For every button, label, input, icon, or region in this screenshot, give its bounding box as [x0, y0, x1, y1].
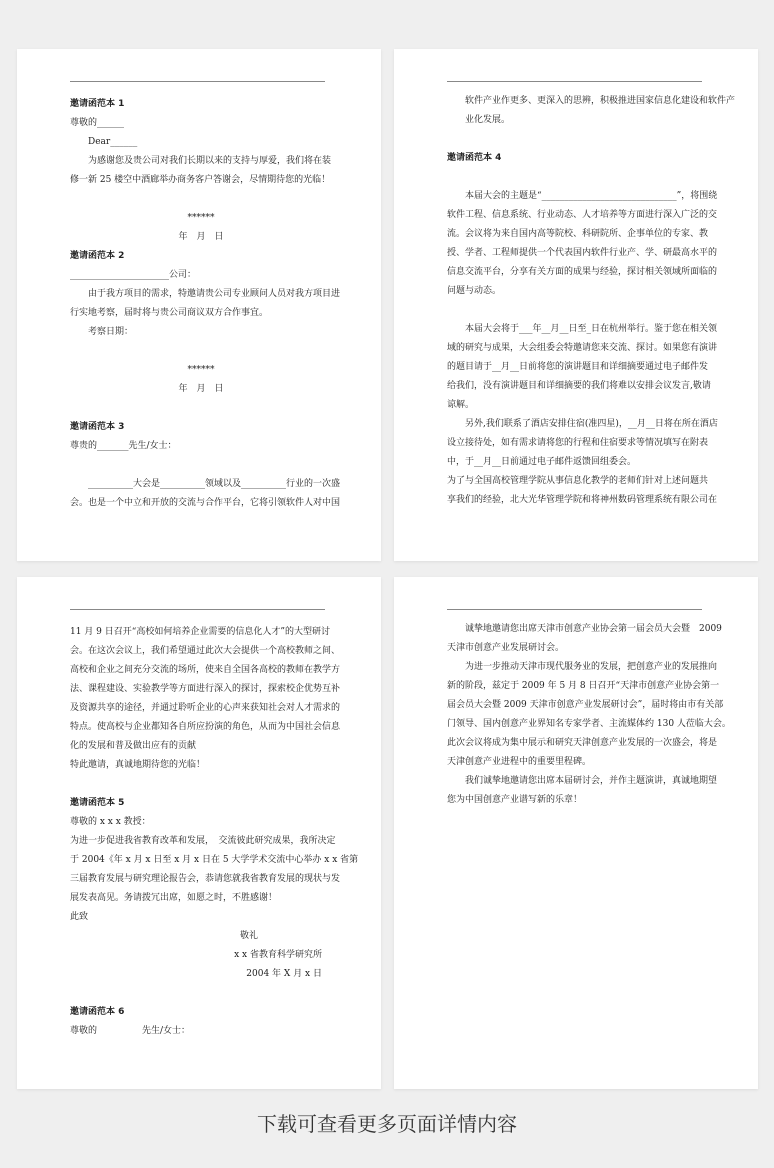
text-line: 行实地考察，届时将与贵公司商议双方合作事宜。: [70, 308, 269, 318]
text-line: 此次会议将成为集中展示和研究天津创意产业发展的一次盛会，将是: [447, 738, 718, 748]
blank-line: [447, 168, 709, 187]
text-line: 另外,我们联系了酒店安排住宿(准四星)，__月__日将在所在酒店: [465, 419, 718, 429]
text-line: 及资源共享的途径，并通过聆听企业的心声来获知社会对人才需求的: [70, 703, 341, 713]
text-line: 高校和企业之间充分交流的场所，使来自全国各高校的教师在教学方: [70, 665, 341, 675]
section-heading: 邀请函范本 1: [70, 99, 125, 109]
text-line: 于 2004《年 x 月 x 日至 x 月 x 日在 5 大学学术交流中心举办 x x 省第: [70, 855, 359, 865]
text-line: 11 月 9 日召开“高校如何培养企业需要的信息化人才”的大型研讨: [70, 627, 330, 637]
page-content: [447, 92, 736, 510]
text-line: 门领导、国内创意产业界知名专家学者、主流媒体约 130 人莅临大会。: [447, 719, 731, 729]
text-line: 考察日期：: [88, 327, 134, 337]
text-line: 特点。使高校与企业都知各自所应扮演的角色，从而为中国社会信息: [70, 722, 341, 732]
text-line: ______________________公司：: [70, 270, 197, 280]
section-heading: 邀请函范本 6: [70, 1007, 125, 1017]
text-line: 授、学者、工程师提供一个代表国内软件行业产、学、研最高水平的: [447, 248, 718, 258]
text-line: 域的研究与成果，大会组委会特邀请您来交流、探讨。如果您有演讲: [447, 343, 718, 353]
blank-line: [70, 775, 332, 794]
text-line: 本届大会的主题是“______________________________”，将围绕: [465, 191, 718, 201]
text-line: 您为中国创意产业谱写新的乐章！: [447, 795, 583, 805]
text-line: 设立接待处，如有需求请将您的行程和住宿要求等情况填写在附表: [447, 438, 709, 448]
text-line: 为进一步促进我省教育改革和发展， 交流彼此研究成果，我所决定: [70, 836, 336, 846]
page-header-rule: [447, 609, 702, 610]
text-line: 特此邀请，真诚地期待您的光临！: [70, 760, 206, 770]
text-line: 2004 年 X 月 x 日: [246, 969, 322, 979]
page-content: [447, 620, 731, 810]
document-page-1: [17, 49, 381, 561]
text-line: 为进一步推动天津市现代服务业的发展，把创意产业的发展推向: [465, 662, 718, 672]
text-line: 中，于__月__日前通过电子邮件返馈回组委会。: [447, 457, 637, 467]
text-line: 天津市创意产业发展研讨会。: [447, 643, 565, 653]
page-header-rule: [70, 609, 325, 610]
text-line: 尊敬的 x x x 教授：: [70, 817, 151, 827]
text-line: 信息交流平台，分享有关方面的成果与经验，探讨相关领域所面临的: [447, 267, 718, 277]
section-heading: 邀请函范本 2: [70, 251, 125, 261]
text-line: 由于我方项目的需求，特邀请贵公司专业顾问人员对我方项目进: [88, 289, 341, 299]
page-content: [70, 95, 341, 513]
text-line: 届会员大会暨 2009 天津市创意产业发展研讨会”，届时将由市有关部: [447, 700, 724, 710]
text-line: 会。也是一个中立和开放的交流与合作平台，它将引领软件人对中国: [70, 498, 341, 508]
text-line: 诚挚地邀请您出席天津市创意产业协会第一届会员大会暨 2009: [465, 624, 722, 634]
blank-line: [70, 399, 332, 418]
page-header-rule: [447, 81, 702, 82]
text-line: 流。会议将为来自国内高等院校、科研院所、企事单位的专家、教: [447, 229, 709, 239]
section-heading: 邀请函范本 4: [447, 153, 502, 163]
text-line: ******: [187, 365, 215, 375]
text-line: 尊敬的 先生/女士：: [70, 1026, 191, 1036]
download-more-link[interactable]: 下载可查看更多页面详情内容: [257, 1112, 517, 1136]
text-line: 会。在这次会议上，我们希望通过此次大会提供一个高校教师之间、: [70, 646, 341, 656]
blank-line: [70, 984, 332, 1003]
text-line: 给我们，没有演讲题目和详细摘要的我们将难以安排会议发言,敬请: [447, 381, 711, 391]
text-line: 本届大会将于___年__月__日至_日在杭州举行。鉴于您在相关领: [465, 324, 718, 334]
text-line: 为感谢您及贵公司对我们长期以来的支持与厚爱，我们将在装: [88, 156, 332, 166]
blank-line: [70, 342, 332, 361]
text-line: Dear______: [88, 137, 138, 147]
text-line: __________大会是__________领域以及__________行业的一次盛: [88, 479, 341, 489]
text-line: 我们诚挚地邀请您出席本届研讨会，并作主题演讲，真诚地期望: [465, 776, 718, 786]
text-line: 展发表高见。务请拨冗出席，如愿之时，不胜感谢！: [70, 893, 278, 903]
text-line: 谅解。: [447, 400, 475, 410]
text-line: 法、课程建设、实验教学等方面进行深入的探讨，探索校企优势互补: [70, 684, 341, 694]
text-line: 尊敬的______: [70, 118, 125, 128]
document-page-4: [394, 577, 758, 1089]
text-line: 享我们的经验，北大光华管理学院和将神州数码管理系统有限公司在: [447, 495, 718, 505]
text-line: 化的发展和普及做出应有的贡献: [70, 741, 197, 751]
document-page-2: [394, 49, 758, 561]
text-line: 天津创意产业进程中的重要里程碑。: [447, 757, 592, 767]
blank-line: [70, 456, 332, 475]
text-line: 软件产业作更多、更深入的思辨，积极推进国家信息化建设和软件产: [465, 96, 736, 106]
text-line: 软件工程、信息系统、行业动态、人才培养等方面进行深入广泛的交: [447, 210, 718, 220]
text-line: 业化发展。: [465, 115, 511, 125]
text-line: 为了与全国高校管理学院从事信息化教学的老师们针对上述问题共: [447, 476, 709, 486]
text-line: 问题与动态。: [447, 286, 502, 296]
blank-line: [447, 301, 709, 320]
text-line: 尊贵的_______先生/女士：: [70, 441, 177, 451]
text-line: 年 月 日: [178, 232, 224, 242]
text-line: 的题目请于__月__日前将您的演讲题目和详细摘要通过电子邮件发: [447, 362, 709, 372]
page-header-rule: [70, 81, 325, 82]
text-line: 三届教育发展与研究理论报告会，恭请您就我省教育发展的现状与发: [70, 874, 341, 884]
text-line: 修一新 25 楼空中酒廊举办商务客户答谢会，尽情期待您的光临！: [70, 175, 331, 185]
text-line: 此致: [70, 912, 89, 922]
text-line: 新的阶段，兹定于 2009 年 5 月 8 日召开“天津市创意产业协会第一: [447, 681, 720, 691]
text-line: 年 月 日: [178, 384, 224, 394]
text-line: x x 省教育科学研究所: [234, 950, 322, 960]
blank-line: [447, 130, 709, 149]
blank-line: [70, 190, 332, 209]
text-line: 敬礼: [240, 931, 259, 941]
text-line: ******: [187, 213, 215, 223]
page-content: [70, 623, 359, 1041]
section-heading: 邀请函范本 3: [70, 422, 125, 432]
section-heading: 邀请函范本 5: [70, 798, 125, 808]
document-page-3: [17, 577, 381, 1089]
